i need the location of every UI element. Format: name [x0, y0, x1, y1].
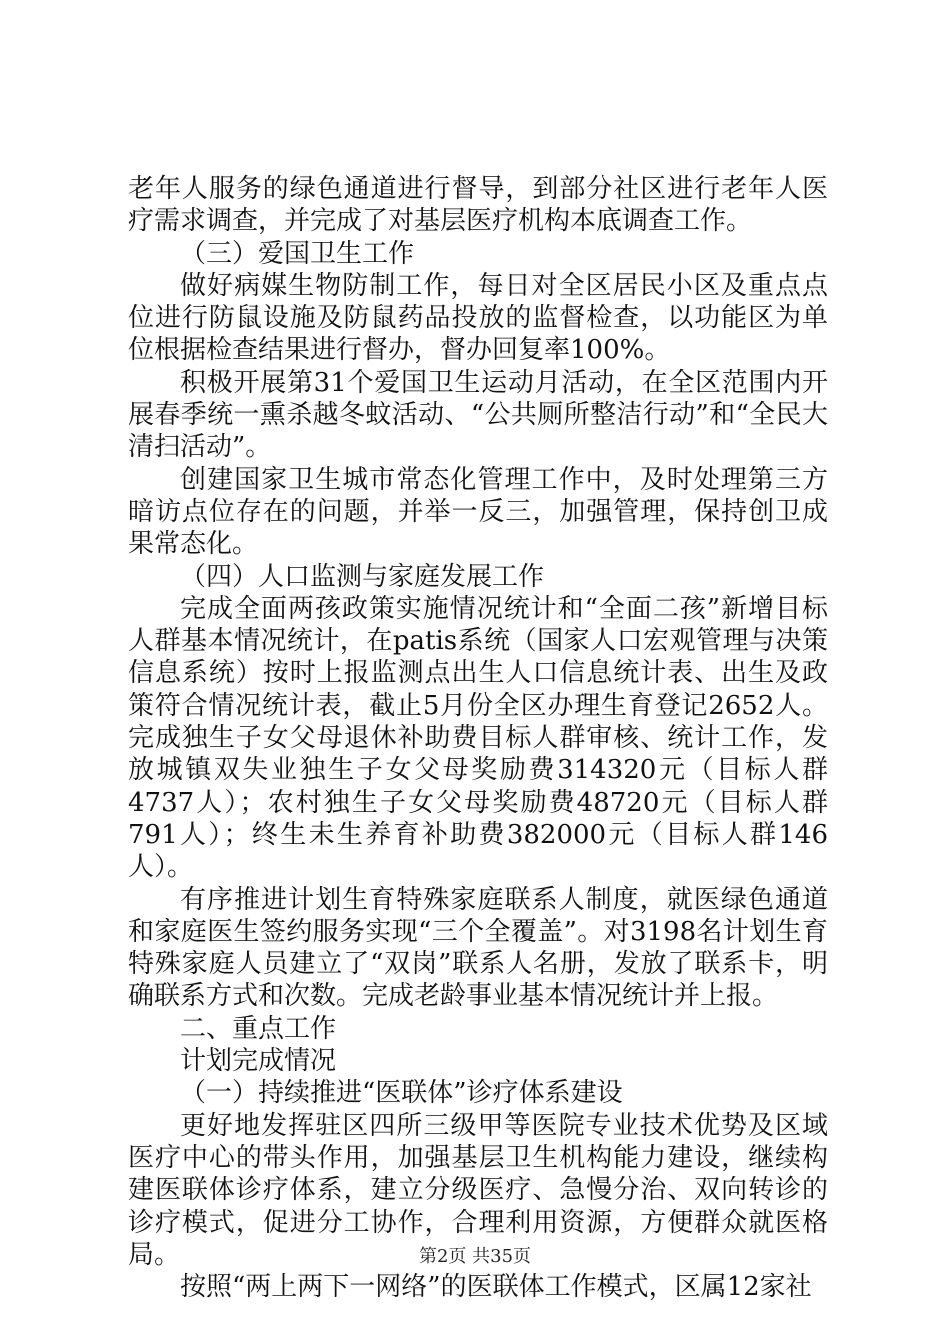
paragraph-medical-alliance-system: 更好地发挥驻区四所三级甲等医院专业技术优势及区域医疗中心的带头作用，加强基层卫生机构能力建设，继续构建医联体诊疗体系，建立分级医疗、急慢分治、双向转诊的诊疗模式，促进分工协作，合理利用资源，方便群众就医格局。 [128, 1110, 828, 1270]
section-heading-medical-alliance: （一）持续推进“医联体”诊疗体系建设 [180, 1078, 623, 1109]
paragraph-continuation: 老年人服务的绿色通道进行督导，到部分社区进行老年人医疗需求调查，并完成了对基层医疗机构本底调查工作。 [128, 174, 828, 237]
paragraph-special-families: 有序推进计划生育特殊家庭联系人制度，就医绿色通道和家庭医生签约服务实现“三个全覆盖”。对3198名计划生育特殊家庭人员建立了“双岗”联系人名册，发放了联系卡，明确联系方式和次数。完成老龄事业基本情况统计并上报。 [128, 884, 828, 1012]
section-heading-plan-completion: 计划完成情况 [180, 1046, 337, 1077]
paragraph-health-campaign-month: 积极开展第31个爱国卫生运动月活动，在全区范围内开展春季统一熏杀越冬蚊活动、“公共厕所整洁行动”和“全民大清扫活动”。 [128, 367, 828, 463]
paragraph-vector-control: 做好病媒生物防制工作，每日对全区居民小区及重点点位进行防鼠设施及防鼠药品投放的监督检查，以功能区为单位根据检查结果进行督办，督办回复率100%。 [128, 270, 828, 366]
document-body [128, 173, 828, 1303]
paragraph-hygienic-city: 创建国家卫生城市常态化管理工作中，及时处理第三方暗访点位存在的问题，并举一反三，加强管理，保持创卫成果常态化。 [128, 464, 828, 560]
section-heading-population-monitoring: （四）人口监测与家庭发展工作 [180, 561, 545, 592]
section-heading-patriotic-health: （三）爱国卫生工作 [180, 238, 415, 269]
page-number-footer: 第2页 共35页 [418, 1246, 532, 1267]
paragraph-alliance-work-mode: 按照“两上两下一网络”的医联体工作模式，区属12家社 [180, 1272, 812, 1303]
section-heading-key-work: 二、重点工作 [180, 1013, 337, 1044]
paragraph-population-statistics: 完成全面两孩政策实施情况统计和“全面二孩”新增目标人群基本情况统计，在patis系统（国家人口宏观管理与决策信息系统）按时上报监测点出生人口信息统计表、出生及政策符合情况统计表，截止5月份全区办理生育登记2652人。完成独生子女父母退休补助费目标人群审核、统计工作，发放城镇双失业独生子女父母奖励费314320元（目标人群4737人）；农村独生子女父母奖励费48720元（目标人群791人）；终生未生养育补助费382000元（目标人群146人）。 [128, 593, 828, 883]
